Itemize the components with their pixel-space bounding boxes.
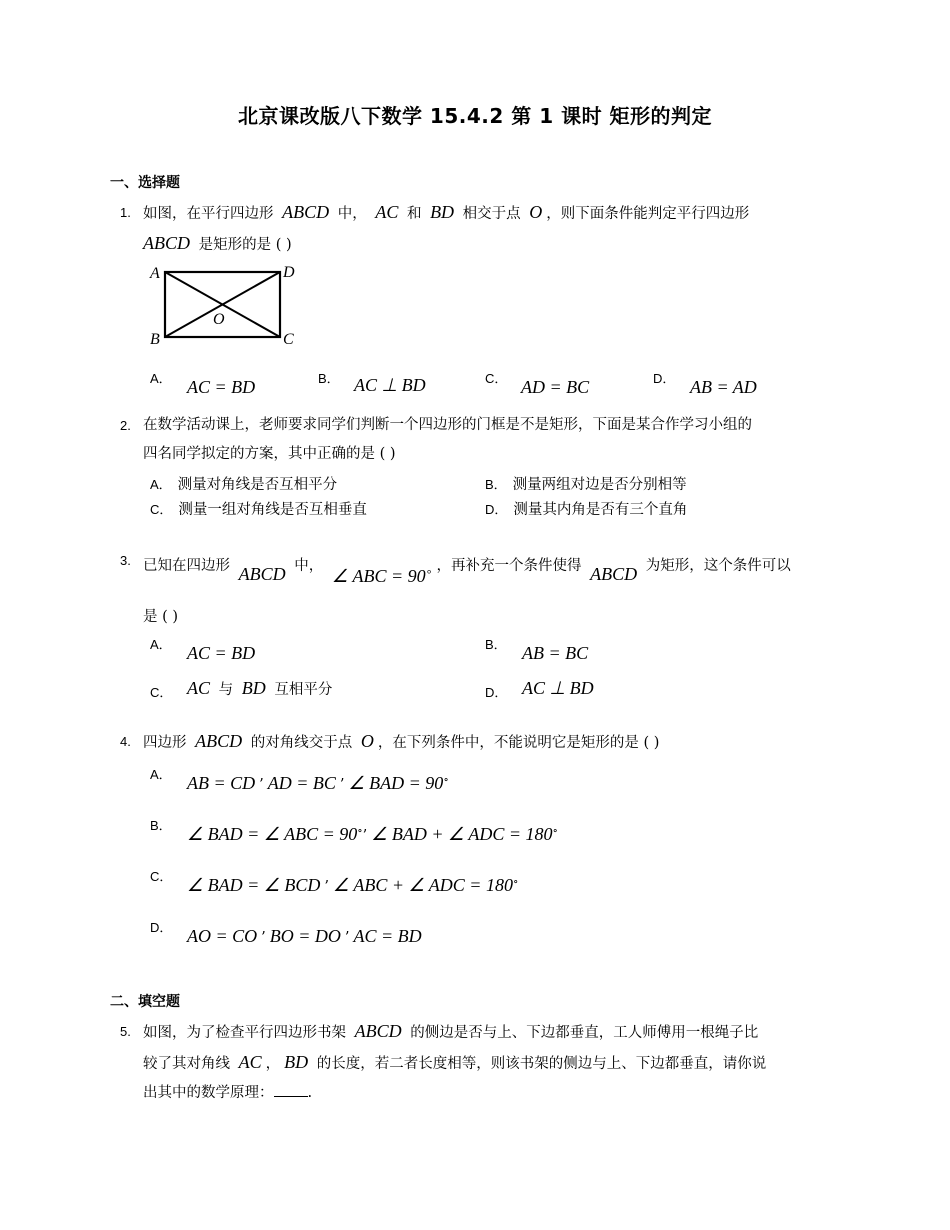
math: ABCD bbox=[590, 564, 638, 584]
math: ABCD bbox=[238, 564, 286, 584]
vertex-label-d: D bbox=[283, 264, 295, 281]
vertex-label-c: C bbox=[283, 331, 294, 348]
q4-text: 四边形 bbox=[143, 735, 187, 751]
question-number: 5. bbox=[120, 1024, 131, 1039]
degree-sign: ∘ bbox=[425, 566, 433, 578]
answer-paren: ( ) bbox=[162, 609, 179, 625]
answer-paren: ( ) bbox=[275, 237, 292, 253]
option-label: A． bbox=[150, 371, 172, 386]
math: O bbox=[529, 202, 543, 222]
option-b bbox=[485, 473, 687, 494]
q3-text: ，再补充一个条件使得 bbox=[436, 558, 582, 574]
math: BO = DO bbox=[269, 926, 341, 946]
answer-paren: ( ) bbox=[643, 735, 660, 751]
option-label: B． bbox=[318, 371, 340, 386]
option-label: D． bbox=[485, 502, 508, 517]
math: AC bbox=[375, 202, 399, 222]
q3-text: 已知在四边形 bbox=[143, 558, 230, 574]
math: BD bbox=[284, 1052, 309, 1072]
degree-sign: ∘ bbox=[443, 773, 449, 787]
vertex-label-b: B bbox=[150, 331, 160, 348]
math: ∠ BAD = ∠ BCD bbox=[187, 875, 321, 895]
question-number: 1. bbox=[120, 205, 131, 220]
option-value: AB = BC bbox=[522, 643, 589, 663]
q5-text: 的侧边是否与上、下边都垂直，工人师傅用一根绳子比 bbox=[410, 1025, 759, 1041]
option-d bbox=[485, 498, 687, 519]
page-title: 北京课改版八下数学 15.4.2 第 1 课时 矩形的判定 bbox=[237, 104, 713, 128]
math: ∠ BAD = ∠ ABC = 90 bbox=[187, 824, 358, 844]
math: AB = CD bbox=[187, 773, 256, 793]
option-text: 与 bbox=[218, 682, 234, 698]
section-heading-fill: 二、填空题 bbox=[110, 994, 180, 1010]
question-5 bbox=[120, 1017, 840, 1108]
q3-text: 是 bbox=[143, 609, 158, 625]
q1-text: ，则下面条件能判定平行四边形 bbox=[546, 206, 750, 222]
option-value: AC = BD bbox=[187, 377, 256, 397]
question-4 bbox=[120, 727, 840, 758]
option-value: AB = AD bbox=[690, 377, 757, 397]
q1-text: 相交于点 bbox=[462, 206, 521, 222]
option-label: A． bbox=[150, 767, 172, 782]
math: ∠ ABC = 90 bbox=[331, 566, 426, 586]
math: AD = BC bbox=[267, 773, 336, 793]
degree-sign: ∘ bbox=[357, 824, 363, 838]
option-text: 互相平分 bbox=[274, 682, 333, 698]
q5-text: ， bbox=[265, 1056, 281, 1072]
q1-text: 和 bbox=[406, 206, 422, 222]
q2-text: 四名同学拟定的方案，其中正确的是 bbox=[143, 446, 375, 462]
option-value: AC ⊥ BD bbox=[522, 678, 594, 698]
question-3 bbox=[120, 546, 840, 625]
option-label: B． bbox=[485, 637, 507, 652]
q4-text: 的对角线交于点 bbox=[250, 735, 353, 751]
question-number: 2. bbox=[120, 418, 131, 433]
q5-text: 较了其对角线 bbox=[143, 1056, 230, 1072]
section-heading-choice: 一、选择题 bbox=[110, 175, 180, 191]
math: AO = CO bbox=[187, 926, 258, 946]
math: O bbox=[360, 731, 374, 751]
option-label: D． bbox=[485, 685, 508, 700]
q1-text: 如图，在平行四边形 bbox=[143, 206, 274, 222]
answer-paren: ( ) bbox=[379, 446, 396, 462]
question-number: 4. bbox=[120, 734, 131, 749]
option-value: 测量对角线是否互相平分 bbox=[177, 477, 338, 493]
math: ABCD bbox=[195, 731, 243, 751]
q3-text: 为矩形，这个条件可以 bbox=[645, 558, 791, 574]
option-value: 测量一组对角线是否互相垂直 bbox=[178, 502, 367, 518]
q5-text: 出其中的数学原理： bbox=[143, 1085, 274, 1101]
option-value: AD = BC bbox=[521, 377, 590, 397]
math: ABCD bbox=[282, 202, 330, 222]
option-value: AC ⊥ BD bbox=[354, 375, 426, 395]
q2-text: 在数学活动课上，老师要求同学们判断一个四边形的门框是不是矩形，下面是某合作学习小组的 bbox=[143, 417, 752, 433]
q5-text: 的长度，若二者长度相等，则该书架的侧边与上、下边都垂直，请你说 bbox=[316, 1056, 767, 1072]
option-label: B． bbox=[485, 477, 507, 492]
option-c bbox=[150, 498, 367, 519]
q5-text: 如图，为了检查平行四边形书架 bbox=[143, 1025, 346, 1041]
math: AC bbox=[187, 678, 211, 698]
degree-sign: ∘ bbox=[512, 875, 519, 889]
option-label: A． bbox=[150, 477, 172, 492]
math: ABCD bbox=[143, 233, 190, 253]
option-value: AC = BD bbox=[187, 643, 256, 663]
math: ∠ BAD + ∠ ADC = 180 bbox=[371, 824, 553, 844]
option-value: ∠ BAD = ∠ ABC = 90∘’ ∠ BAD + ∠ ADC = 180∘ bbox=[183, 824, 558, 845]
math: BD bbox=[241, 678, 266, 698]
degree-sign: ∘ bbox=[552, 824, 558, 838]
option-label: D． bbox=[653, 371, 676, 386]
math: ABCD bbox=[354, 1021, 402, 1041]
q4-text: ，在下列条件中，不能说明它是矩形的是 bbox=[377, 735, 639, 751]
rectangle-figure bbox=[145, 262, 305, 350]
q1-text: 中， bbox=[337, 206, 367, 222]
answer-blank[interactable] bbox=[274, 1082, 308, 1097]
math: AC bbox=[238, 1052, 262, 1072]
vertex-label-a: A bbox=[150, 265, 160, 282]
question-1 bbox=[120, 198, 840, 260]
math: ∠ BAD = 90 bbox=[348, 773, 444, 793]
option-label: C． bbox=[485, 371, 508, 386]
math: AC = BD bbox=[353, 926, 422, 946]
q1-text: 是矩形的是 bbox=[198, 237, 272, 253]
option-value: AB = CD ’ AD = BC ’ ∠ BAD = 90∘ bbox=[183, 773, 449, 794]
q3-text: 中， bbox=[294, 558, 324, 574]
option-label: C． bbox=[150, 502, 173, 517]
option-value: 测量其内角是否有三个直角 bbox=[513, 502, 688, 518]
option-value: 测量两组对边是否分别相等 bbox=[512, 477, 687, 493]
question-number: 3. bbox=[120, 553, 131, 568]
q5-text: . bbox=[307, 1085, 313, 1101]
center-label-o: O bbox=[213, 311, 225, 328]
option-label: B． bbox=[150, 818, 172, 833]
option-value: ∠ BAD = ∠ BCD ’ ∠ ABC + ∠ ADC = 180∘ bbox=[183, 875, 518, 896]
option-label: D． bbox=[150, 920, 173, 935]
option-label: A． bbox=[150, 637, 172, 652]
option-a bbox=[150, 473, 337, 494]
question-2 bbox=[120, 411, 840, 469]
option-label: C． bbox=[150, 685, 173, 700]
option-value bbox=[183, 678, 332, 699]
option-value: AO = CO ’ BO = DO ’ AC = BD bbox=[183, 926, 426, 947]
option-label: C． bbox=[150, 869, 173, 884]
math: ∠ ABC + ∠ ADC = 180 bbox=[333, 875, 513, 895]
math: BD bbox=[430, 202, 455, 222]
